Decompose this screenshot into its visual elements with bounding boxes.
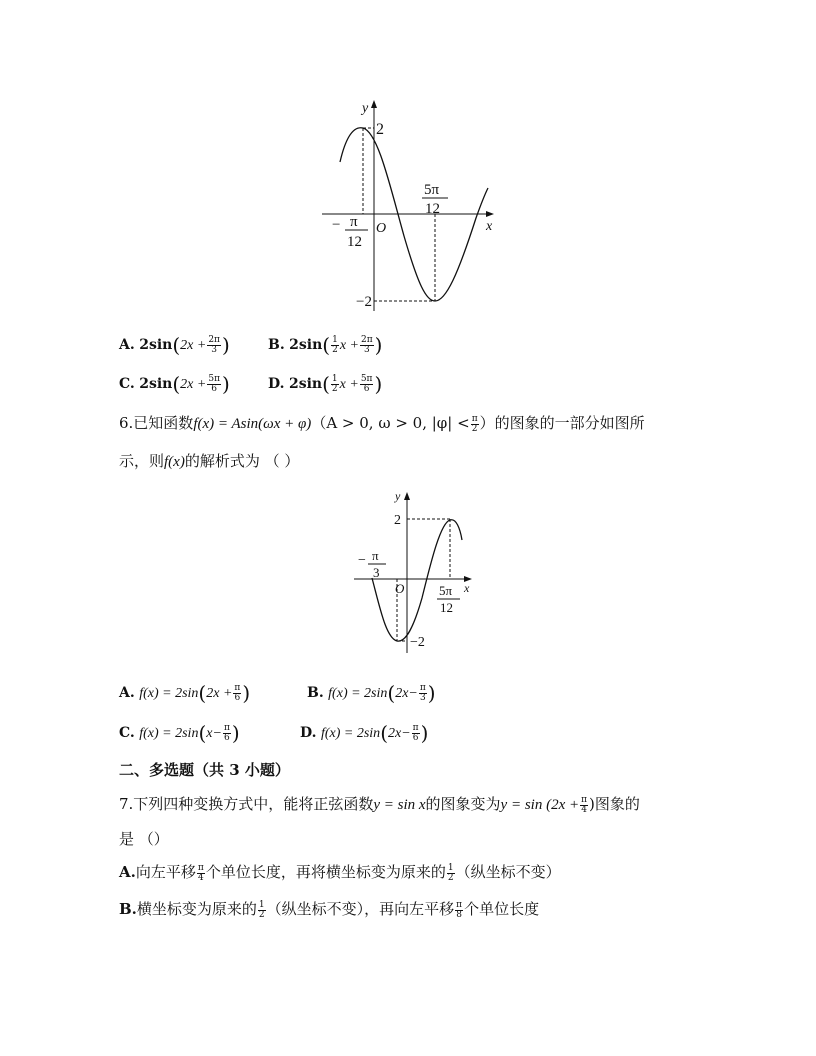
q7-option-a (119, 861, 561, 883)
q5-option-b-arg: x + (339, 338, 360, 353)
q6-option-a-frac: $\frac{\pi}{6}$ (234, 682, 241, 703)
q5-option-b-coef: $\frac{1}{2}$ (332, 334, 338, 355)
q6-stem-number: 6.已知函数 (119, 414, 194, 432)
graph-1-left-den: 12 (347, 234, 362, 250)
q5-option-b: B. 2sin( $\frac{1}{2}$ x + $\frac{2\pi}{3}$ ) (268, 333, 383, 357)
q7-option-a-text-1: 向左平移 (135, 863, 196, 881)
q5-option-b-frac: $\frac{2\pi}{3}$ (361, 334, 373, 355)
q5-option-b-label: B. (268, 337, 285, 353)
graph-2 (350, 488, 480, 658)
q6-option-d: D. f(x) = 2sin(2x− $\frac{\pi}{6}$ ) (300, 721, 429, 745)
q7-option-b-text-2: （纵坐标不变），再向左平移 (266, 900, 455, 918)
graph-2-left-den: 3 (373, 565, 380, 580)
q5-option-a-func: 2sin (139, 337, 173, 353)
graph-2-right-num: 5π (439, 583, 453, 598)
q7-option-a-text-3: （纵坐标不变） (455, 863, 561, 881)
graph-1-right-num: 5π (424, 182, 440, 198)
graph-2-min-label: −2 (410, 635, 425, 650)
q6-stem-function: f(x) = Asin(ωx + φ) (193, 416, 312, 432)
q6-option-d-func: f(x) = 2sin (320, 726, 381, 741)
q7-stem-target: y = sin (2x + (500, 797, 580, 813)
q7-stem-tail: )图象的 (589, 795, 640, 813)
q5-option-d: D. 2sin( $\frac{1}{2}$ x + $\frac{5\pi}{6}$ ) (268, 372, 383, 396)
q5-option-d-coef: $\frac{1}{2}$ (331, 373, 338, 394)
q6-option-c-label: C. (119, 725, 135, 741)
graph-2-sine-curve (372, 520, 462, 641)
graph-1-x-label: x (486, 219, 493, 234)
q6-stem-fx: f(x) (164, 454, 185, 470)
graph-2-y-arrow (404, 492, 410, 500)
q7-option-b-text-1: 横坐标变为原来的 (136, 900, 257, 918)
q5-option-c-func: 2sin (139, 376, 173, 392)
q5-option-c-label: C. (119, 376, 135, 392)
q7-option-a-frac-2: $\frac{1}{2}$ (447, 862, 454, 883)
q7-stem-sin-x: y = sin x (373, 797, 426, 813)
q5-option-a-arg: 2x + (180, 338, 207, 353)
q5-option-c: C. 2sin(2x + $\frac{5\pi}{6}$ ) (119, 372, 230, 396)
q5-option-a: A. 2sin(2x + $\frac{2\pi}{3}$ ) (119, 333, 230, 357)
graph-1-min-label: −2 (356, 294, 372, 310)
section-title: 二、多选题（共 3 小题） (119, 761, 290, 779)
q5-option-d-frac: $\frac{5\pi}{6}$ (360, 373, 373, 394)
q6-option-c-func: f(x) = 2sin (139, 726, 199, 741)
q6-stem-tail: ）的图象的一部分如图所 (479, 414, 645, 432)
q7-option-b (119, 898, 539, 920)
graph-1-origin: O (376, 221, 387, 236)
graph-2-max-label: 2 (394, 513, 401, 528)
q7-stem-frac: $\frac{\pi}{4}$ (581, 794, 588, 815)
q7-stem-middle: 的图象变为 (425, 795, 501, 813)
q6-option-d-label: D. (300, 725, 317, 741)
q7-option-b-frac-1: $\frac{1}{2}$ (258, 899, 265, 920)
q5-option-a-label: A. (119, 337, 135, 353)
q7-option-a-text-2: 个单位长度，再将横坐标变为原来的 (205, 863, 446, 881)
q6-stem-question: 的解析式为 （ ） (184, 452, 300, 470)
graph-1-x-arrow (486, 211, 494, 217)
q7-option-a-frac-1: $\frac{\pi}{4}$ (197, 862, 204, 883)
q5-option-a-frac: $\frac{2\pi}{3}$ (208, 334, 220, 355)
q6-option-b: B. f(x) = 2sin(2x− $\frac{\pi}{3}$ ) (307, 681, 436, 705)
graph-2-x-label: x (464, 581, 470, 595)
q6-option-c: C. f(x) = 2sin(x− $\frac{\pi}{6}$ ) (119, 721, 240, 745)
q6-option-b-func: f(x) = 2sin (328, 686, 388, 701)
graph-1-y-label: y (362, 101, 369, 116)
graph-2-left-sign: − (358, 553, 366, 568)
graph-1-left-num: π (350, 214, 358, 230)
q7-stem-line-1 (119, 793, 640, 815)
q6-stem-condition: （A > 0, ω > 0, |φ| < (311, 414, 470, 432)
graph-2-origin: O (395, 581, 405, 596)
q6-option-a-func: f(x) = 2sin (139, 686, 199, 701)
q7-option-b-label: B. (119, 900, 137, 918)
q6-option-c-frac: $\frac{\pi}{6}$ (223, 722, 230, 743)
q5-option-d-func: 2sin (288, 376, 323, 392)
q7-option-b-text-3: 个单位长度 (464, 900, 540, 918)
graph-1-max-label: 2 (376, 121, 384, 138)
q5-option-d-label: D. (268, 376, 285, 392)
q7-option-b-frac-2: $\frac{\pi}{8}$ (456, 899, 463, 920)
q6-option-b-arg: 2x− (395, 686, 418, 701)
q5-option-c-arg: 2x + (180, 377, 207, 392)
q5-option-c-frac: $\frac{5\pi}{6}$ (208, 373, 220, 394)
q7-option-a-label: A. (119, 863, 136, 881)
q5-option-b-func: 2sin (289, 337, 323, 353)
q6-stem-condition-frac: $\frac{\pi}{2}$ (471, 413, 478, 434)
q6-option-b-label: B. (307, 685, 324, 701)
graph-2-left-num: π (372, 548, 379, 563)
graph-1-left-sign: − (332, 217, 341, 233)
q6-option-d-arg: 2x− (388, 726, 411, 741)
q6-option-a-arg: 2x + (206, 686, 233, 701)
graph-1 (318, 96, 508, 318)
q5-option-d-arg: x + (339, 377, 359, 392)
q6-stem-line-1 (119, 412, 645, 434)
q6-stem-line-2 (119, 450, 299, 471)
q6-option-a: A. f(x) = 2sin(2x + $\frac{\pi}{6}$ ) (119, 681, 251, 705)
q6-option-a-label: A. (119, 685, 135, 701)
q6-option-b-frac: $\frac{\pi}{3}$ (419, 682, 426, 703)
q6-stem-prefix: 示，则 (119, 452, 165, 470)
graph-2-y-label: y (395, 489, 401, 503)
q7-stem-line-2: 是 （） (119, 830, 169, 848)
graph-1-right-den: 12 (425, 201, 440, 217)
graph-2-right-den: 12 (440, 600, 453, 615)
q6-option-d-frac: $\frac{\pi}{6}$ (412, 722, 419, 743)
q6-option-c-arg: x− (206, 726, 222, 741)
q7-stem-prefix: 7.下列四种变换方式中，能将正弦函数 (119, 795, 374, 813)
graph-1-y-arrow (371, 100, 377, 108)
